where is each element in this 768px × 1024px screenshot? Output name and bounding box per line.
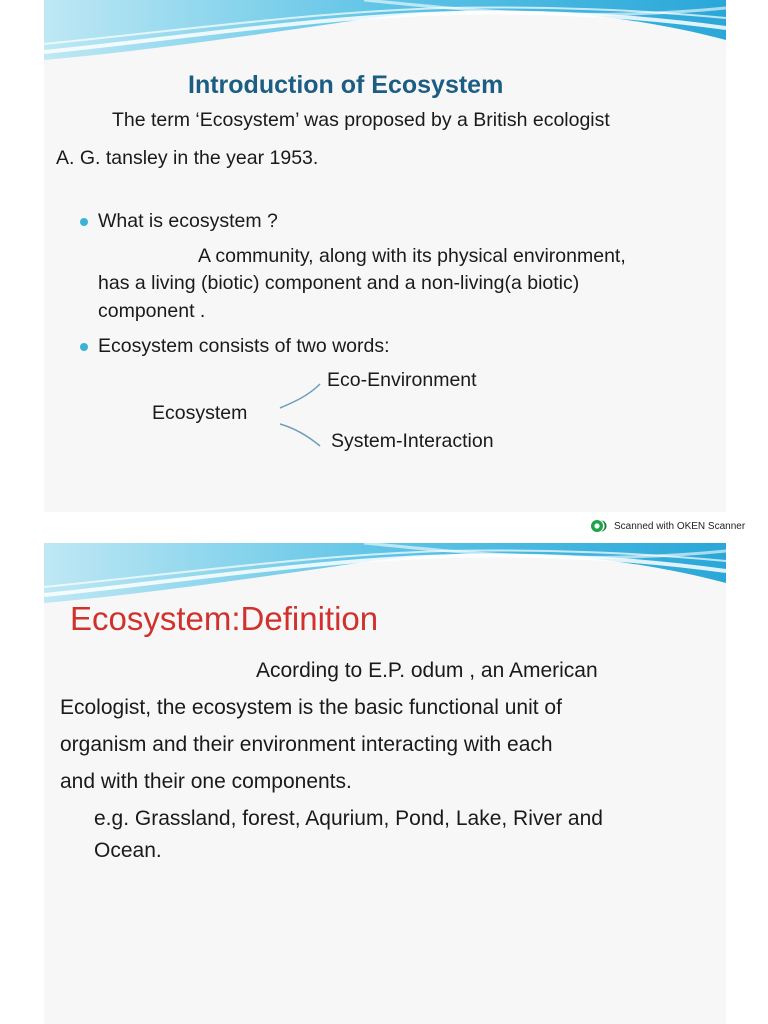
diagram-branch-top: Eco-Environment — [327, 369, 477, 391]
bullet-dot-icon — [80, 218, 88, 226]
definition-line-4: and with their one components. — [60, 770, 352, 793]
slide-introduction — [44, 0, 726, 512]
example-line-2: Ocean. — [94, 839, 162, 862]
example-line-1: e.g. Grassland, forest, Aqurium, Pond, Lake, River and — [94, 807, 603, 830]
diagram-branch-lines — [274, 376, 334, 456]
bullet-dot-icon — [80, 343, 88, 351]
definition-line-2: Ecologist, the ecosystem is the basic functional unit of — [60, 696, 562, 719]
intro-line-1: The term ‘Ecosystem’ was proposed by a British ecologist — [112, 109, 610, 131]
slide-title: Introduction of Ecosystem — [188, 71, 504, 99]
bullet-two-words: Ecosystem consists of two words: — [98, 335, 390, 357]
slide-title: Ecosystem:Definition — [70, 600, 379, 637]
scanner-watermark — [590, 518, 745, 534]
wave-header-decoration — [44, 0, 726, 66]
slide-definition — [44, 543, 726, 1024]
definition-line-1: Acording to E.P. odum , an American — [256, 659, 598, 682]
definition-line-2: has a living (biotic) component and a non-living(a biotic) — [98, 272, 580, 294]
diagram-branch-bottom: System-Interaction — [331, 430, 494, 452]
definition-line-3: component . — [98, 300, 206, 322]
scanner-label: Scanned with OKEN Scanner — [614, 520, 746, 532]
definition-line-1: A community, along with its physical environment, — [198, 245, 626, 267]
bullet-what-is-ecosystem: What is ecosystem ? — [98, 210, 278, 232]
scanner-logo-icon — [590, 519, 608, 533]
diagram-root-label: Ecosystem — [152, 402, 248, 424]
definition-line-3: organism and their environment interacting with each — [60, 733, 553, 756]
intro-line-2: A. G. tansley in the year 1953. — [56, 147, 319, 169]
